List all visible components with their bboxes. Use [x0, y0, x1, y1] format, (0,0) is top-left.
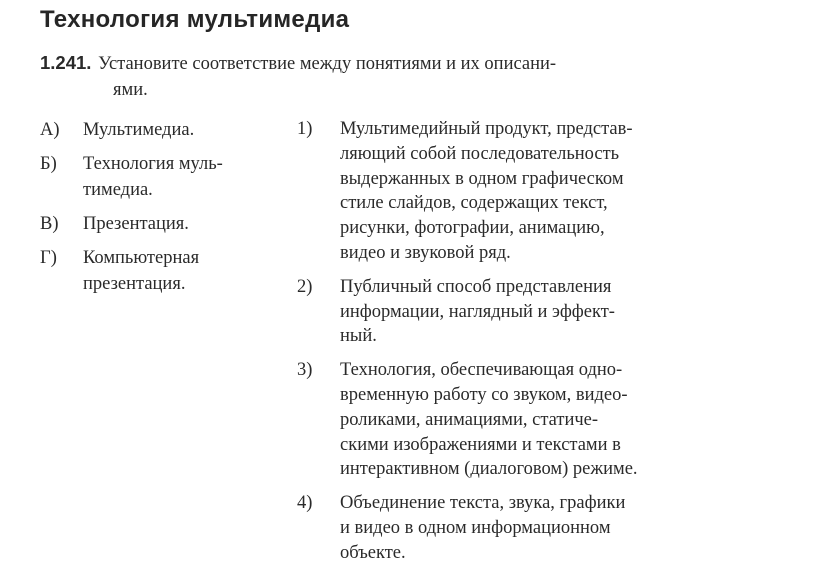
description-line: Мультимедийный продукт, представ-: [340, 119, 633, 139]
description-line: скими изображениями и текстами в: [340, 434, 621, 455]
concept-label: А): [40, 120, 60, 140]
description-label: 4): [297, 493, 313, 514]
concept-line: презентация.: [83, 274, 186, 294]
description-item-3: [297, 358, 767, 482]
description-line: информации, наглядный и эффект-: [340, 301, 615, 322]
concept-line: Компьютерная: [83, 248, 200, 268]
concept-item-a: [40, 117, 290, 143]
task-statement: [40, 50, 760, 103]
concept-label: В): [40, 214, 59, 234]
task-line-2: ями.: [113, 80, 148, 100]
section-heading: Технология мультимедиа: [40, 6, 350, 33]
description-item-2: [297, 275, 767, 349]
description-line: роликами, анимациями, статиче-: [340, 409, 599, 430]
concept-line: Презентация.: [83, 214, 189, 234]
concept-item-v: [40, 211, 290, 237]
description-line: и видео в одном информационном: [340, 517, 611, 538]
description-line: объекте.: [340, 542, 406, 563]
concept-line: Мультимедиа.: [83, 120, 195, 140]
description-label: 1): [297, 119, 313, 139]
description-line: интерактивном (диалоговом) режиме.: [340, 459, 638, 480]
concept-item-b: [40, 151, 290, 203]
description-line: Публичный способ представления: [340, 276, 612, 297]
concept-label: Г): [40, 248, 57, 268]
task-number: 1.241.: [40, 52, 92, 73]
description-line: Технология, обеспечивающая одно-: [340, 360, 623, 381]
concept-line: тимедиа.: [83, 180, 153, 200]
task-line-1: [40, 50, 760, 77]
description-item-1: [297, 117, 767, 266]
description-line: стиле слайдов, содержащих текст,: [340, 193, 608, 214]
concept-line: Технология муль-: [83, 154, 223, 174]
description-item-4: [297, 491, 767, 565]
description-line: рисунки, фотографии, анимацию,: [340, 218, 605, 239]
concept-label: Б): [40, 154, 57, 174]
description-line: ный.: [340, 326, 377, 347]
description-line: видео и звуковой ряд.: [340, 242, 511, 263]
descriptions-column: [297, 117, 767, 575]
description-label: 2): [297, 276, 313, 297]
description-line: временную работу со звуком, видео-: [340, 384, 628, 405]
description-line: ляющий собой последовательность: [340, 143, 620, 164]
description-label: 3): [297, 360, 313, 381]
description-line: Объединение текста, звука, графики: [340, 493, 626, 514]
task-text-1: Установите соответствие между понятиями и их описани-: [98, 54, 557, 74]
concepts-column: [40, 117, 290, 305]
description-line: выдержанных в одном графическом: [340, 168, 624, 189]
concept-item-g: [40, 245, 290, 297]
